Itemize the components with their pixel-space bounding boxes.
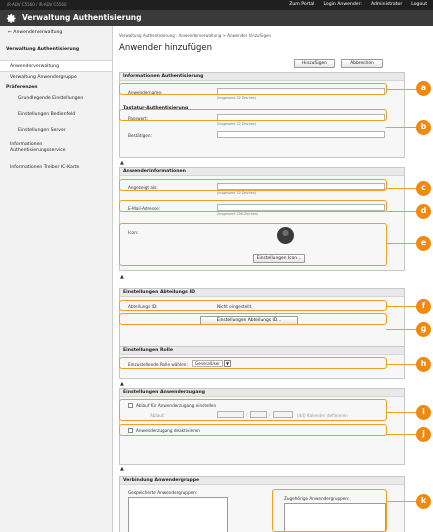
leader-e [386, 243, 417, 244]
password-hint: (Insgesamt 32 Zeichen) [217, 122, 257, 126]
assigned-groups-label: Zugehörige Anwendergruppen: [284, 496, 350, 501]
collapse-toggle-user-info[interactable]: ▲ [120, 160, 124, 166]
leader-g [386, 329, 417, 330]
highlight-h [119, 357, 387, 369]
highlight-c [119, 179, 387, 191]
expiry-label: Ablauf für Anwenderzugang einstellen [136, 403, 217, 408]
sidebar-item-ic-card[interactable]: Informationen Treiber IC-Karte [10, 165, 80, 170]
auth-info-title: Informationen Authentisierung [120, 73, 404, 81]
badge-i: i [416, 405, 431, 420]
add-button[interactable]: Hinzufügen [294, 59, 335, 68]
sidebar-item-user-management[interactable]: Anwenderverwaltung [0, 60, 112, 72]
top-links [289, 2, 427, 7]
role-label: Einzustellende Rolle wählen: [128, 362, 188, 367]
highlight-g [119, 313, 387, 325]
sidebar-item-auth-service[interactable]: Authentisierungsservice [10, 148, 66, 153]
highlight-d [119, 200, 387, 212]
top-bar [0, 0, 433, 10]
dept-id-value: Nicht eingestellt. [217, 304, 253, 309]
highlight-a [119, 83, 387, 95]
badge-a: a [416, 81, 431, 96]
disable-access-label: Anwenderzugang deaktivieren [136, 428, 200, 433]
dept-id-settings-button[interactable]: Einstellungen Abteilungs ID... [200, 316, 298, 325]
sidebar-item-user-group[interactable]: Verwaltung Anwendergruppe [10, 75, 77, 80]
leader-i [386, 412, 417, 413]
confirm-label: Bestätigen: [128, 133, 152, 138]
sidebar-item-server-settings[interactable]: Einstellungen Server [18, 128, 66, 133]
date-separator: / [246, 412, 248, 417]
breadcrumb: Verwaltung Authentisierung : Anwenderverwaltung > Anwender hinzufügen [119, 33, 271, 38]
sidebar-item-panel-settings[interactable]: Einstellungen Bedienfeld [18, 112, 76, 117]
badge-k: k [416, 494, 431, 509]
confirm-input[interactable] [217, 131, 385, 138]
expiry-sub-label: Ablauf: [150, 413, 165, 418]
sidebar-item-basic-settings[interactable]: Grundlegende Einstellungen [18, 96, 84, 101]
user-info-title: Anwenderinformationen [120, 168, 404, 176]
email-hint: (Insgesamt 256 Zeichen) [217, 212, 259, 216]
chevron-down-icon[interactable]: ▼ [225, 361, 230, 366]
device-model: iR-ADV C5560 / iR-ADV C5560 [7, 2, 67, 7]
saved-groups-list[interactable] [128, 497, 228, 532]
icon-settings-button[interactable]: Einstellungen Icon... [253, 254, 305, 263]
icon-label: Icon: [128, 230, 139, 235]
leader-j [386, 434, 417, 435]
username-hint: (Insgesamt 32 Zeichen) [217, 96, 257, 100]
leader-k [386, 501, 417, 502]
leader-c [386, 188, 417, 189]
page-title: Anwender hinzufügen [119, 43, 212, 53]
cancel-button[interactable]: Abbrechen [341, 59, 383, 68]
access-title: Einstellungen Anwenderzugang [120, 389, 404, 397]
leader-h [386, 364, 417, 365]
login-user-label: Login Anwender: [323, 2, 362, 7]
password-label: Passwort: [128, 116, 149, 121]
logout-link[interactable]: Logout [411, 2, 427, 7]
saved-groups-label: Gespeicherte Anwendergruppen: [128, 490, 198, 495]
sidebar [0, 26, 113, 532]
sidebar-item-auth-info[interactable]: Informationen [10, 142, 43, 147]
badge-e: e [416, 236, 431, 251]
badge-j: j [416, 427, 431, 442]
keyboard-auth-title: Tastatur-Authentisierung [123, 106, 189, 111]
badge-b: b [416, 120, 431, 135]
leader-f [386, 306, 417, 307]
sidebar-section-auth[interactable]: Verwaltung Authentisierung [6, 47, 80, 52]
badge-f: f [416, 299, 431, 314]
collapse-toggle-access[interactable]: ▲ [120, 381, 124, 387]
badge-c: c [416, 181, 431, 196]
sidebar-section-preferences[interactable]: Präferenzen [6, 85, 38, 90]
badge-d: d [416, 204, 431, 219]
groups-title: Verbindung Anwendergruppe [120, 477, 404, 485]
gear-icon [6, 13, 17, 24]
back-link[interactable]: ← Anwenderverwaltung [8, 30, 63, 35]
date-separator-2: / [269, 412, 271, 417]
leader-d [386, 211, 417, 212]
highlight-e [119, 223, 387, 266]
calendar-hint: (dd) Kalender definieren [297, 413, 348, 418]
email-label: E-Mail-Adresse: [128, 206, 161, 211]
display-name-label: Angezeigt als: [128, 185, 158, 190]
role-title: Einstellungen Rolle [120, 347, 404, 355]
highlight-k [272, 489, 387, 532]
badge-h: h [416, 357, 431, 372]
dept-id-label: Abteilungs ID: [128, 304, 158, 309]
highlight-j [119, 424, 387, 436]
login-user-name: Administrator [370, 2, 403, 7]
highlight-f [119, 300, 387, 311]
role-select[interactable]: GeneralUser [192, 360, 223, 367]
highlight-i [119, 399, 387, 421]
leader-a [386, 89, 417, 90]
dept-title: Einstellungen Abteilungs ID [120, 289, 404, 297]
title-bar [0, 10, 433, 26]
badge-g: g [416, 322, 431, 337]
portal-link[interactable]: Zum Portal [289, 2, 315, 7]
main-content [116, 26, 433, 532]
username-label: Anwendername: [128, 90, 163, 95]
leader-b [386, 127, 417, 128]
display-name-hint: (Insgesamt 32 Zeichen) [217, 191, 257, 195]
window-title: Verwaltung Authentisierung [22, 13, 142, 22]
highlight-b [119, 109, 387, 121]
collapse-toggle-dept[interactable]: ▲ [120, 274, 124, 280]
collapse-toggle-groups[interactable]: ▲ [120, 466, 124, 472]
